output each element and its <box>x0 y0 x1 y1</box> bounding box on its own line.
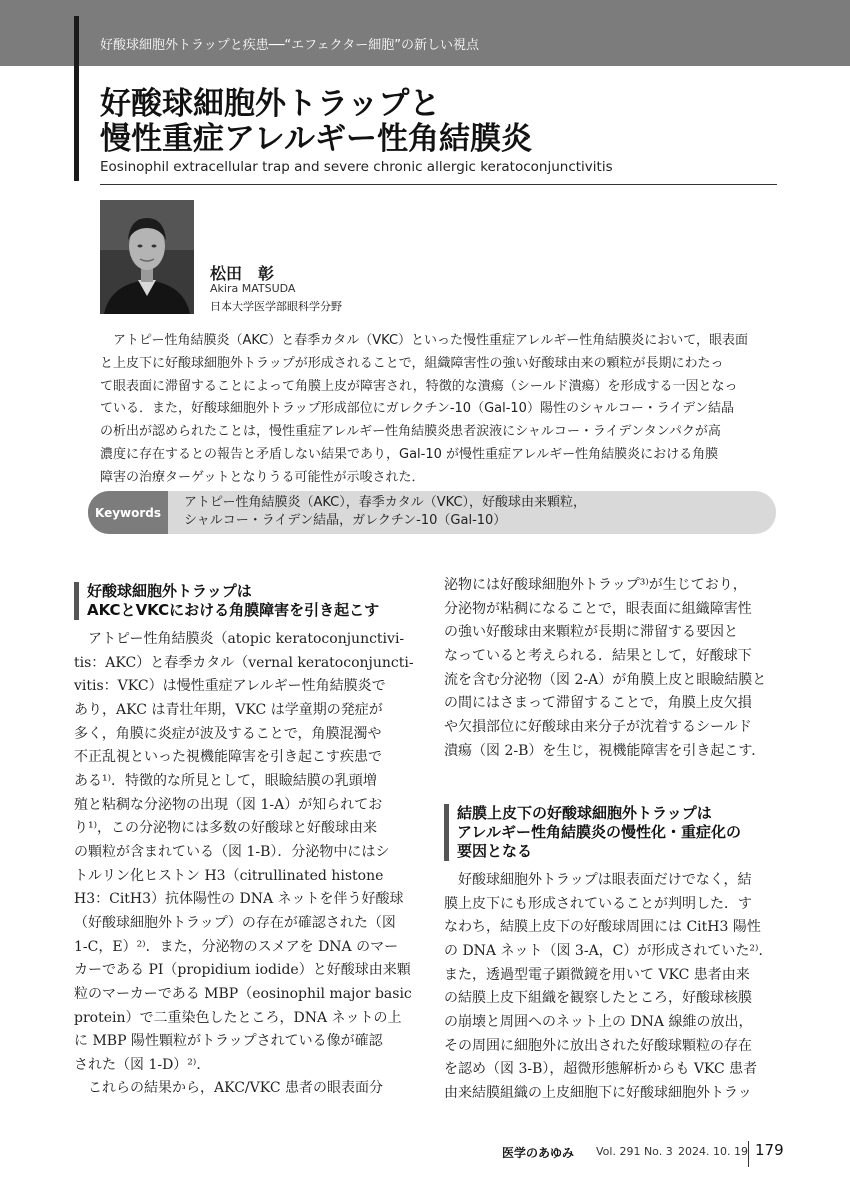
abstract-line: の析出が認められたことは，慢性重症アレルギー性角結膜炎患者涙液にシャルコー・ライデンタンパクが高 <box>100 424 721 440</box>
author-affiliation: 日本大学医学部眼科学分野 <box>210 300 342 313</box>
author-portrait-image <box>100 200 194 314</box>
section-heading-line: アレルギー性角結膜炎の慢性化・重症化の <box>457 823 742 841</box>
body-line: また，透過型電子顕微鏡を用いて VKC 患者由来 <box>444 966 750 983</box>
body-line: に MBP 陽性顆粒がトラップされている像が確認 <box>74 1033 383 1050</box>
body-line: 好酸球細胞外トラップは眼表面だけでなく，結 <box>458 872 752 888</box>
title-accent-rule <box>74 66 79 181</box>
abstract-line: ている．また，好酸球細胞外トラップ形成部位にガレクチン-10（Gal-10）陽性のシャルコー・ライデン結晶 <box>100 401 735 417</box>
keywords-line: アトピー性角結膜炎（AKC），春季カタル（VKC），好酸球由来顆粒， <box>184 495 587 510</box>
page-footer <box>472 1141 782 1167</box>
section-heading-2 <box>444 804 741 861</box>
keywords-label: Keywords <box>88 491 168 534</box>
issue-date: 2024. 10. 19 <box>678 1145 748 1158</box>
section-heading-line: AKCとVKCにおける角膜障害を引き起こす <box>87 601 380 619</box>
body-line: 由来結膜組織の上皮細胞下に好酸球細胞外トラッ <box>444 1084 752 1101</box>
body-line: を認め（図 3-B），超微形態解析からも VKC 患者 <box>444 1061 758 1078</box>
body-line: 流を含む分泌物（図 2-A）が角膜上皮と眼瞼結膜と <box>444 671 767 688</box>
body-line: 多く，角膜に炎症が波及することで，角膜混濁や <box>74 725 382 742</box>
body-line: 1-C，E）²⁾．また，分泌物のスメアを DNA のマー <box>74 938 399 955</box>
keywords-line: シャルコー・ライデン結晶，ガレクチン-10（Gal-10） <box>184 513 507 528</box>
body-line: アトピー性角結膜炎（atopic keratoconjunctivi- <box>88 631 405 647</box>
right-column-text-bottom <box>444 869 772 1106</box>
article-title <box>100 87 780 157</box>
abstract-line: と上皮下に好酸球細胞外トラップが形成されることで，組織障害性の強い好酸球由来の顆粒が長期にわたっ <box>100 355 724 371</box>
article-title-english: Eosinophil extracellular trap and severe chronic allergic keratoconjunctivitis <box>100 159 613 175</box>
abstract-line: 障害の治療ターゲットとなりうる可能性が示唆された． <box>100 469 425 485</box>
right-column-text-top <box>444 574 766 763</box>
series-title: 好酸球細胞外トラップと疾患──“エフェクター細胞”の新しい視点 <box>100 38 479 53</box>
body-line: の崩壊と周囲へのネット上の DNA 線維の放出， <box>444 1013 753 1030</box>
body-line: H3：CitH3）抗体陽性の DNA ネットを伴う好酸球 <box>74 891 404 908</box>
author-name-roman: Akira MATSUDA <box>210 282 296 295</box>
body-line: あり，AKC は青壮年期，VKC は学童期の発症が <box>74 701 383 718</box>
author-photo <box>100 200 194 314</box>
body-line: その周囲に細胞外に放出された好酸球顆粒の存在 <box>444 1037 752 1054</box>
section-heading-line: 要因となる <box>457 842 533 860</box>
abstract-line: 濃度に存在するとの報告と矛盾しない結果であり，Gal-10 が慢性重症アレルギー性角結膜炎における角膜 <box>100 446 719 462</box>
body-line: の間にはさまって滞留することで，角膜上皮欠損 <box>444 695 752 712</box>
body-line: なわち，結膜上皮下の好酸球周囲には CitH3 陽性 <box>444 919 761 936</box>
body-line: 粒のマーカーである MBP（eosinophil major basic <box>74 985 412 1002</box>
footer-separator <box>748 1141 749 1167</box>
author-name: 松田 彰 <box>210 264 275 283</box>
abstract <box>100 330 777 490</box>
left-column-text <box>74 628 414 1101</box>
body-line: や欠損部位に好酸球由来分子が沈着するシールド <box>444 718 752 735</box>
journal-name: 医学のあゆみ <box>502 1146 575 1160</box>
section-heading-line: 好酸球細胞外トラップは <box>87 582 252 600</box>
body-line: 泌物には好酸球細胞外トラップ³⁾が生じており， <box>444 577 747 593</box>
body-line: vitis：VKC）は慢性重症アレルギー性角結膜炎で <box>74 678 386 695</box>
journal-volume: Vol. 291 No. 3 <box>596 1145 673 1158</box>
body-line: の結膜上皮下組織を観察したところ，好酸球核膜 <box>444 990 752 1007</box>
abstract-line: て眼表面に滞留することによって角膜上皮が障害され，特徴的な潰瘍（シールド潰瘍）を形成する一因となっ <box>100 378 738 394</box>
body-line: protein）で二重染色したところ，DNA ネットの上 <box>74 1009 402 1026</box>
body-line: 分泌物が粘稠になることで，眼表面に組織障害性 <box>444 600 752 617</box>
body-line: 潰瘍（図 2-B）を生じ，視機能障害を引き起こす． <box>444 742 766 759</box>
body-line: トルリン化ヒストン H3（citrullinated histone <box>74 867 384 884</box>
article-title-line: 好酸球細胞外トラップと <box>100 86 441 122</box>
page-number: 179 <box>755 1141 784 1159</box>
body-line: の強い好酸球由来顆粒が長期に滞留する要因と <box>444 624 738 641</box>
body-line: り¹⁾，この分泌物には多数の好酸球と好酸球由来 <box>74 820 378 837</box>
keywords-list <box>184 494 586 530</box>
body-line: の顆粒が含まれている（図 1-B）．分泌物中にはシ <box>74 843 390 860</box>
body-line: ある¹⁾．特徴的な所見として，眼瞼結膜の乳頭増 <box>74 772 377 789</box>
body-line: これらの結果から，AKC/VKC 患者の眼表面分 <box>88 1080 383 1097</box>
keywords-box <box>88 491 776 534</box>
article-title-line: 慢性重症アレルギー性角結膜炎 <box>100 121 532 157</box>
section-heading-line: 結膜上皮下の好酸球細胞外トラップは <box>457 804 712 822</box>
body-line: された（図 1-D）²⁾． <box>74 1056 211 1073</box>
body-line: の DNA ネット（図 3-A，C）が形成されていた²⁾． <box>444 942 773 959</box>
body-line: （好酸球細胞外トラップ）の存在が確認された（図 <box>74 914 396 931</box>
body-line: tis：AKC）と春季カタル（vernal keratoconjuncti- <box>74 654 414 671</box>
body-line: 殖と粘稠な分泌物の出現（図 1-A）が知られてお <box>74 796 383 813</box>
abstract-line: アトピー性角結膜炎（AKC）と春季カタル（VKC）といった慢性重症アレルギー性角結膜炎において，眼表面 <box>113 333 748 348</box>
series-header-bar <box>0 0 850 66</box>
section-heading-1 <box>74 582 379 620</box>
header-accent-bar <box>74 16 79 66</box>
body-line: カーである PI（propidium iodide）と好酸球由来顆 <box>74 962 411 979</box>
title-divider <box>100 184 777 185</box>
body-line: なっていると考えられる．結果として，好酸球下 <box>444 647 752 664</box>
body-line: 不正乱視といった視機能障害を引き起こす疾患で <box>74 749 382 766</box>
body-line: 膜上皮下にも形成されていることが判明した．す <box>444 895 752 912</box>
